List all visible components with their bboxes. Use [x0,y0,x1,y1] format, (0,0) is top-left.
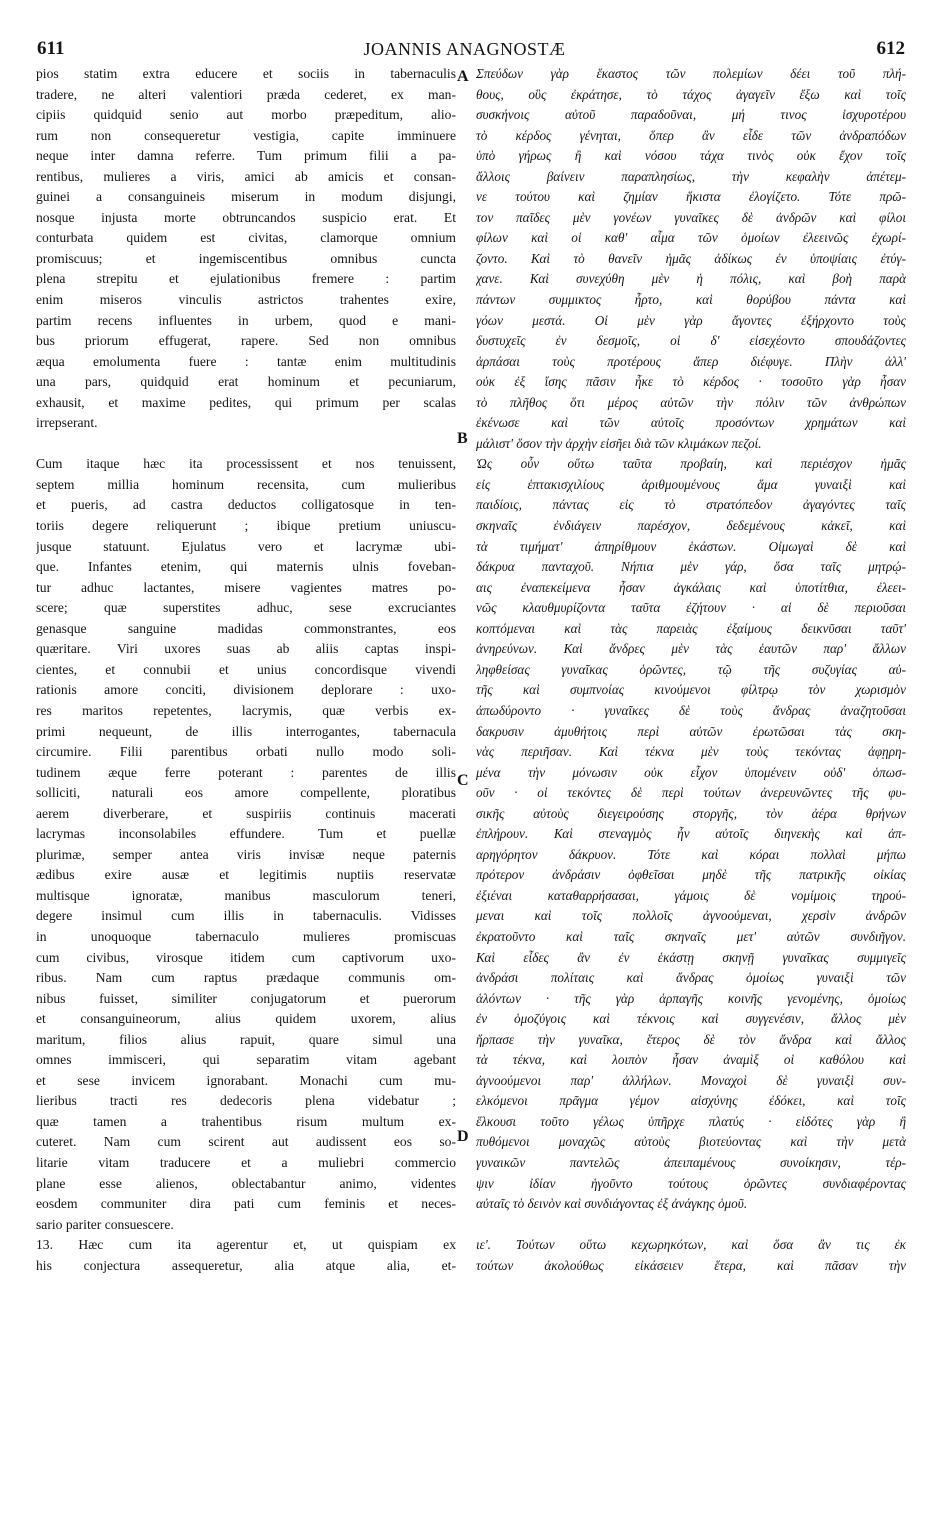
text-line: οῦν · οἱ τεκόντες δὲ περὶ τούτων ἀνερευνῶντες τῆς φυ- [476,785,906,801]
text-line: οὐκ ἐξ ἴσης πᾶσιν ἧκε τὸ κέρδος · τοσοῦτο γὰρ ἦσαν [476,374,906,390]
text-line: et sese invicem ignorabant. Monachi cum mu- [36,1072,456,1088]
text-line: exhausit, et maxime pedites, qui primum per scalas [36,394,456,410]
text-line: circumire. Filii parentibus orbati nullo modo soli- [36,744,456,760]
text-line: degere insimul cum illis in tabernaculis. Vidisses [36,908,456,924]
text-line: pios statim extra educere et sociis in tabernaculis [36,66,456,81]
text-line: τὸ κέρδος γένηται, ὅπερ ἂν εἶδε τῶν ἀνδραπόδων [476,127,906,143]
text-line: Σπεύδων γὰρ ἕκαστος τῶν πολεμίων δέει τοῦ πλή- [476,66,906,81]
text-line: que. Infantes etenim, qui maternis ulnis foveban- [36,559,456,575]
text-line: παιδίοις, πάντας εἰς τὸ στρατόπεδον ἀγαγόντες ταῖς [476,497,906,513]
text-line: συσκήνοις αὐτοῦ παραδοῦναι, μή τινος ἰσχυροτέρου [476,107,906,123]
text-line: νὰς περιῆσαν. Καὶ τέκνα μὲν τοὺς τεκόντας ἀφῃρη- [476,744,906,760]
text-line: μεναι καὶ τοῖς πολλοῖς ἀγνοούμεναι, χερσὶν ἀνδρῶν [476,908,906,924]
greek-paragraph-3 [476,1235,906,1276]
text-line: quæ tamen a trahentibus risum multum ex- [36,1113,456,1129]
margin-letter-a: A [457,68,469,85]
text-line: rentibus, mulieres a viris, amici ab amicis et consan- [36,168,456,184]
text-line: πυθόμενοι μοναχῶς αὐτοὺς βιοτεύοντας καὶ τὴν μετὰ [476,1134,906,1150]
text-line: ἐκρατοῦντο καὶ ταῖς σκηναῖς μετ' αὐτῶν συνδιῆγον. [476,928,906,944]
text-line: τὸ πλῆθος ὅτι μέρος αὐτῶν τὴν πόλιν τῶν ἀνθρώπων [476,394,906,410]
text-line: θους, οὓς ἐκράτησε, τὸ τάχος ἀγαγεῖν ἔξω καὶ τοῖς [476,86,906,102]
text-line: una pars, quidquid erat hominum et pecuniarum, [36,374,456,390]
text-line: αὐταῖς τὸ δεινὸν καὶ συνδιάγοντας ἐξ ἀνάγκης ὁμοῦ. [476,1196,748,1212]
text-line: ὑπὸ γήρως ἢ καὶ νόσου τάχα τινὸς οὐκ ἔχον τοῖς [476,148,906,164]
text-line: in unoquoque tabernaculo mulieres promiscuas [36,928,456,944]
text-line: νῶς κλαυθμυρίζοντα ταῦτα ἐζήτουν · αἱ δὲ περιοῦσαι [476,600,906,616]
text-line: æqua emolumenta fuere : tantæ enim multitudinis [36,353,456,369]
running-title: JOANNIS ANAGNOSTÆ [363,39,566,59]
text-line: cientes, et connubii et unius concordisque vivendi [36,661,456,677]
text-line: quæritare. Viri uxores suas ab aliis captas inspi- [36,641,456,657]
text-line: solliciti, naturali eos amore compellente, ploratibus [36,785,456,801]
text-line: eosdem communiter dira pati cum feminis et neces- [36,1196,456,1212]
greek-paragraph-2 [476,454,906,1214]
text-line: ελκόμενοι πρᾶγμα γέμον αἰσχύνης ἐδόκει, καὶ τοῖς [476,1093,906,1109]
text-line: cum civibus, virosque itidem cum captivorum uxo- [36,949,456,965]
text-line: ἐκένωσε καὶ τῶν αὐτοῖς προσόντων χρημάτων καὶ [476,415,906,431]
latin-paragraph-1 [36,64,456,434]
text-line: Ὡς οὖν οὕτω ταῦτα προβαίη, καὶ περιέσχον ἡμᾶς [476,456,906,472]
text-line: σικῆς αὐτοὺς διεγειρούσης στοργῆς, τὸν ἀέρα θρήνων [476,805,906,821]
margin-letter-c: C [457,772,469,789]
text-line: multisque ignoratæ, manibus masculorum teneri, [36,887,456,903]
text-line: rationis amore conciti, divisionem deplorare : uxo- [36,682,456,698]
text-line: πρότερον ἀνδράσιν ὀφθεῖσαι μηδὲ τῆς πατρικῆς οἰκίας [476,867,906,883]
page-number-right: 612 [876,38,905,59]
text-line: τούτων ἀκολούθως εἰκάσειεν ἕτερα, καὶ πᾶσαν τὴν [476,1257,906,1273]
text-line: lacrymas inconsolabiles effundere. Tum et puellæ [36,826,456,842]
text-line: ἀπωδύροντο · γυναῖκες δὲ τοὺς ἄνδρας ἀναζητοῦσαι [476,702,906,718]
page-header [0,38,929,62]
text-line: ἁλόντων · τῆς γὰρ ἁρπαγῆς κοινῆς γενομένης, ὁμοίως [476,990,906,1006]
text-line: ιε'. Τούτων οὕτω κεχωρηκότων, καὶ ὅσα ἂν τις ἐκ [476,1237,906,1253]
text-line: ἐν ὁμοζύγοις καὶ τέκνοις καὶ συγγενέσιν, ἄλλος μὲν [476,1011,906,1027]
text-line: bus priorum effugerat, rapere. Sed non omnibus [36,333,456,349]
text-line: et consanguineorum, alius quidem uxorem, alius [36,1011,456,1027]
text-line: cipiis quidquid senio aut morbo præpeditum, alio- [36,107,456,123]
greek-paragraph-1 [476,64,906,454]
text-line: φίλων καὶ οἱ καθ' αἷμα τῶν ὁμοίων ἐλεεινῶς ἐχωρί- [476,230,906,246]
text-line: plena strepitu et ejulationibus fremere : partim [36,271,456,287]
text-line: ληφθείσας γυναῖκας ὁρῶντες, τῷ τῆς συζυγίας αὐ- [476,661,906,677]
text-line: plurimæ, semper antea viris invisæ neque paternis [36,846,456,862]
text-line: χανε. Καὶ συνεχύθη μὲν ἡ πόλις, καὶ βοὴ παρὰ [476,271,906,287]
text-line: nosque injusta morte obtruncandos suspicio erat. Et [36,209,456,225]
text-line: νε τούτου καὶ ζημίαν ἥκιστα ἐλογίζετο. Τότε πρῶ- [476,189,906,205]
text-line: αρηγόρητον δάκρυον. Τότε καὶ κόραι πολλαὶ μήπω [476,846,906,862]
margin-letter-b: B [457,430,468,447]
text-line: conturbata quidem est civitas, clamorque omnium [36,230,456,246]
text-line: δυστυχεῖς ἐν δεσμοῖς, οἱ δ' εἰσεχέοντο σπουδάζοντες [476,333,906,349]
page-number-left: 611 [37,38,65,59]
text-line: δάκρυα πανταχοῦ. Νήπια μὲν γάρ, ὅσα ταῖς μητρῴ- [476,559,906,575]
text-line: Καὶ εἶδες ἂν ἐν ἑκάστῃ σκηνῇ γυναῖκας συμμιγεῖς [476,949,906,965]
text-line: Cum itaque hæc ita processissent et nos tenuissent, [36,456,456,472]
text-line: ζοντο. Καὶ τὸ θανεῖν ἡμᾶς ἀδίκως ἐν ὑποψίαις ἐτύγ- [476,250,906,266]
text-line: ἐπλήρουν. Καὶ στεναγμὸς ἦν αὐτοῖς διηνεκὴς καὶ ἀπ- [476,826,906,842]
text-line: μάλιστ' ὅσον τὴν ἀρχὴν εἰσῆει διὰ τῶν κλιμάκων πεζοί. [476,435,762,451]
text-line: guinei a consanguineis miserum in modum disjungi, [36,189,456,205]
text-line: scere; quæ superstites adhuc, sese excruciantes [36,600,456,616]
text-line: lieribus tracti res dedecoris plena videbatur ; [36,1093,456,1109]
greek-column [476,64,906,1276]
text-line: his conjectura assequeretur, alia atque alia, et- [36,1257,456,1273]
text-line: septem millia hominum recensita, cum mulieribus [36,476,456,492]
text-line: tradere, ne alteri valentiori præda cederet, ex man- [36,86,456,102]
text-line: cuteret. Nam cum scirent aut audissent eos so- [36,1134,456,1150]
text-line: neque inter damna referre. Tum primum filii a pa- [36,148,456,164]
text-line: tudinem æque ferre poterant : parentes de illis [36,764,456,780]
text-line: nibus fuisset, similiter conjugatorum et puerorum [36,990,456,1006]
text-line: τῆς καὶ συμπνοίας κινούμενοι φίλτρῳ τὸν χωρισμὸν [476,682,906,698]
text-line: ἀγνοούμενοι παρ' ἀλλήλων. Μοναχοὶ δὲ γυναιξὶ συν- [476,1072,906,1088]
text-line: γόων μεστά. Οἱ μὲν γὰρ ἄγοντες ἐξήρχοντο τοὺς [476,312,906,328]
text-line: τὰ τέκνα, καὶ λοιπὸν ἦσαν ἀναμὶξ οἱ καθόλου καὶ [476,1052,906,1068]
margin-letter-d: D [457,1128,469,1145]
text-line: primi nequeunt, de illis interrogantes, tabernacula [36,723,456,739]
text-line: litarie vitam traducere et a muliebri commercio [36,1154,456,1170]
text-line: partim recens influentes in urbem, quod e mani- [36,312,456,328]
latin-paragraph-3 [36,1235,456,1276]
text-line: δακρυσιν ἀμυθήτοις περὶ αὐτῶν ἐρωτῶσαι τὰς σκη- [476,723,906,739]
text-line: ἁρπάσαι τοὺς προτέρους ἅπερ διέφυγε. Πλὴν ἀλλ' [476,353,906,369]
text-line: ἥρπασε τὴν γυναῖκα, ἕτερος δὲ τὸν ἄνδρα καὶ ἄλλος [476,1031,906,1047]
text-line: τὰ τιμήματ' ἀπηρίθμουν ἑκάστων. Οἰμωγαὶ δὲ καὶ [476,538,906,554]
text-line: γυναικῶν παντελῶς ἀπειπαμένους συνοίκησιν, τέρ- [476,1154,906,1170]
text-line: rum non consequeretur vestigia, capite imminuere [36,127,456,143]
text-line: tur adhuc lactantes, misere vagientes matres po- [36,579,456,595]
text-line: maritum, filios alius rapuit, quare simul una [36,1031,456,1047]
text-line: promiscuus; et ingemiscentibus omnibus cuncta [36,250,456,266]
text-line: ἐξιέναι καταθαρρήσασαι, γάμοις δὲ νομίμοις τηρού- [476,887,906,903]
text-line: ribus. Nam cum raptus prædaque communis om- [36,970,456,986]
text-line: ψιν ἰδίαν ἡγοῦντο τούτους ὁρῶντες συνδιαφέροντας [476,1175,906,1191]
text-line: res maritos repetentes, lacrymis, quæ verbis ex- [36,702,456,718]
text-line: πάντων συμμικτος ἦρτο, καὶ θορύβου πάντα καὶ [476,292,906,308]
text-line: toriis degere reliquerunt ; ibique pretium uniuscu- [36,518,456,534]
text-line: ἕλκουσι τοῦτο γέλως ὑπῆρχε πλατύς · εἰδότες γὰρ ἢ [476,1113,906,1129]
text-line: sario pariter consuescere. [36,1216,174,1232]
text-line: et pueris, ad castra deductos colligatosque in ten- [36,497,456,513]
text-line: irrepserant. [36,415,98,431]
text-line: μένα τὴν μόνωσιν οὐκ εἶχον ὑπομένειν οὐδ' ὁπωσ- [476,764,906,780]
text-line: τον παῖδες μὲν γονέων γυναῖκες δὲ ἀνδρῶν καὶ φίλοι [476,209,906,225]
text-line: ἄλλοις βαίνειν παραπλησίως, τὴν κεφαλὴν ἀπέτεμ- [476,168,906,184]
text-line: plane esse alienos, oblectabantur animo, videntes [36,1175,456,1191]
text-line: ἀνδράσι πολίταις καὶ ἄνδρας ὁμοίως γυναιξὶ τῶν [476,970,906,986]
text-line: εἰς ἑπτακισχιλίους ἀριθμουμένους ἅμα γυναιξὶ καὶ [476,476,906,492]
latin-paragraph-2 [36,454,456,1235]
text-line: enim miseros vinculis astrictos trahentes exire, [36,292,456,308]
text-line: αις ἐναπεκείμενα ἦσαν ἀγκάλαις καὶ ὑποτίτθια, ἐλεει- [476,579,906,595]
text-line: aerem diverberare, et suspiriis continuis macerati [36,805,456,821]
text-line: genasque sanguine madidas commonstrantes, eos [36,620,456,636]
latin-column [36,64,456,1276]
text-line: jusque statuunt. Ejulatus vero et lacrymæ ubi- [36,538,456,554]
text-line: ἀνηρεύνων. Καὶ ἄνδρες μὲν τὰς ἑαυτῶν παρ' ἄλλων [476,641,906,657]
text-line: omnes immisceri, qui separatim vitam agebant [36,1052,456,1068]
text-line: 13. Hæc cum ita agerentur et, ut quispiam ex [36,1237,456,1253]
text-line: ædibus exire ausæ et legitimis nuptiis reservatæ [36,867,456,883]
text-line: σκηναῖς ἐνδιάγειν παρέσχον, δεδεμένους κἀκεῖ, καὶ [476,518,906,534]
text-line: κοπτόμεναι καὶ τὰς παρειὰς ἐξαίμους δεικνῦσαι ταῦτ' [476,620,906,636]
